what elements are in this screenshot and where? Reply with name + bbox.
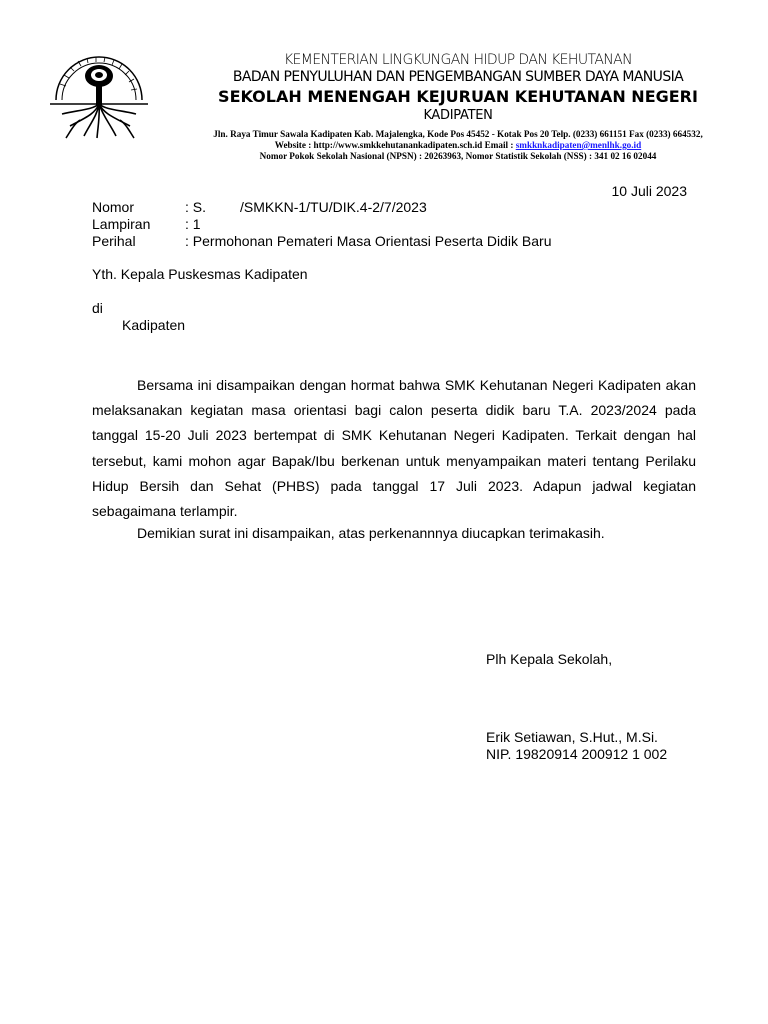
lampiran-label: Lampiran [92, 216, 151, 232]
body-paragraph: Bersama ini disampaikan dengan hormat bahwa SMK Kehutanan Negeri Kadipaten akan melaksanakan kegiatan masa orientasi bagi calon peserta didik baru T.A. 2023/2024 pada tanggal 15-20 Juli 2023 bertempat di SMK Kehutanan Negeri Kadipaten. Terkait dengan hal tersebut, kami mohon agar Bapak/Ibu berkenan untuk menyampaikan materi tentang Perilaku Hidup Bersih dan Sehat (PHBS) pada tanggal 17 Juli 2023. Adapun jadwal kegiatan sebagaimana terlampir. [92, 377, 696, 520]
closing-paragraph: Demikian surat ini disampaikan, atas perkenannnya diucapkan terimakasih. [137, 525, 605, 541]
letter-meta [92, 199, 552, 250]
perihal-value: : Permohonan Pemateri Masa Orientasi Peserta Didik Baru [185, 233, 552, 249]
lampiran-row [92, 216, 552, 233]
school-address: Jln. Raya Timur Sawala Kadipaten Kab. Majalengka, Kode Pos 45452 - Kotak Pos 20 Telp. (0233) 661151 Fax (0233) 664532, [213, 129, 703, 139]
school-city: KADIPATEN [423, 108, 493, 123]
lampiran-value: : 1 [185, 216, 201, 232]
recipient-place: Kadipaten [122, 317, 186, 333]
perihal-label: Perihal [92, 233, 136, 249]
recipient: Yth. Kepala Puskesmas Kadipaten [92, 266, 308, 282]
signer-nip: NIP. 19820914 200912 1 002 [486, 746, 668, 762]
nomor-row [92, 199, 552, 216]
letterhead [158, 52, 758, 162]
nomor-prefix: : S. [185, 199, 207, 215]
school-contact [158, 140, 758, 151]
school-name: SEKOLAH MENENGAH KEJURUAN KEHUTANAN NEGERI [218, 87, 698, 106]
nomor-value: /SMKKN-1/TU/DIK.4-2/7/2023 [240, 199, 427, 215]
website-text: Website : http://www.smkkehutanankadipaten.sch.id Email : [274, 140, 516, 150]
signer-name: Erik Setiawan, S.Hut., M.Si. [486, 729, 658, 745]
signer-title: Plh Kepala Sekolah, [486, 651, 613, 667]
ministry-name: KEMENTERIAN LINGKUNGAN HIDUP DAN KEHUTANAN [283, 52, 633, 68]
nomor-label: Nomor [92, 199, 135, 215]
perihal-row [92, 233, 552, 250]
ministry-logo-icon [40, 44, 158, 142]
school-npsn: Nomor Pokok Sekolah Nasional (NPSN) : 20263963, Nomor Statistik Sekolah (NSS) : 341 02 16 02044 [259, 151, 657, 161]
recipient-di: di [92, 300, 103, 316]
agency-name: BADAN PENYULUHAN DAN PENGEMBANGAN SUMBER DAYA MANUSIA [232, 69, 684, 85]
letter-date: 10 Juli 2023 [611, 183, 687, 199]
email-link[interactable]: smkknkadipaten@menlhk.go.id [515, 140, 642, 150]
